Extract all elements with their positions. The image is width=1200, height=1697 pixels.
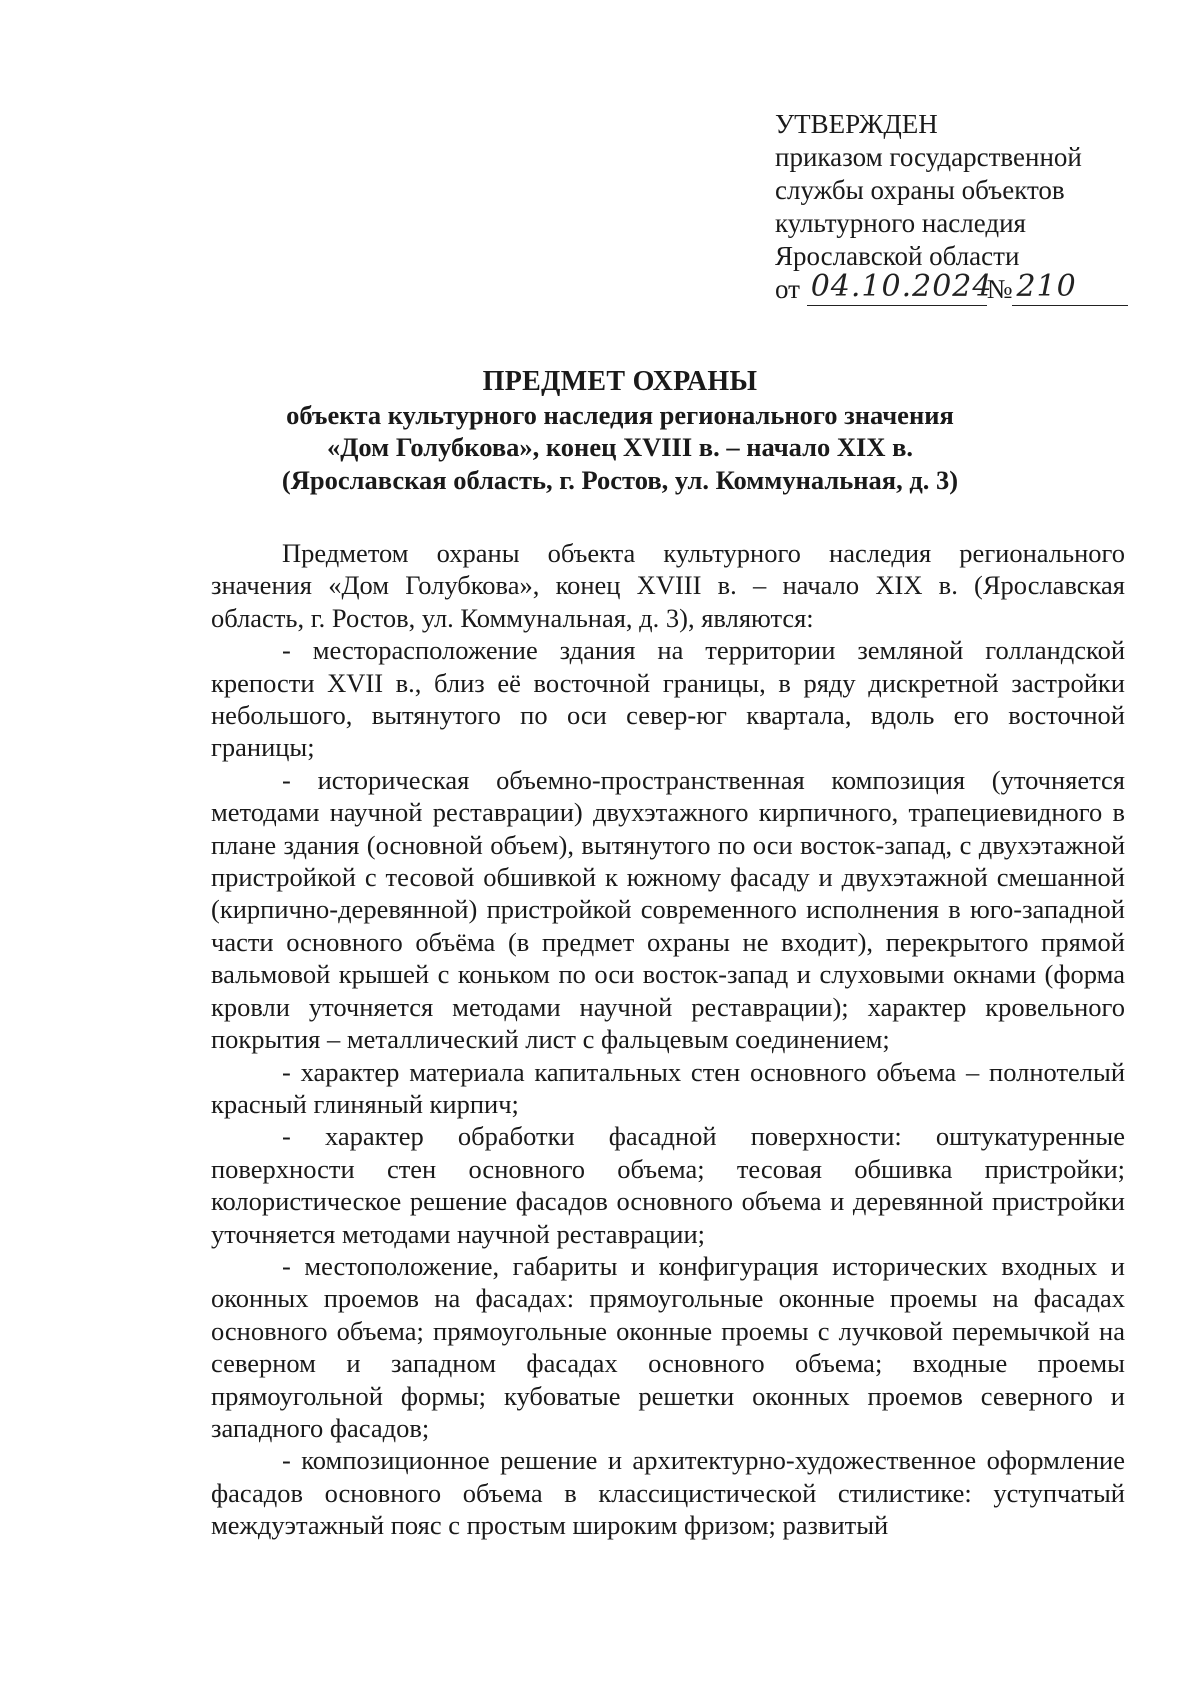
list-item: - композиционное решение и архитектурно-художественное оформление фасадов основного объема в классицистической стилистике: уступчатый междуэтажный пояс с простым широким фризом; развитый bbox=[211, 1445, 1125, 1541]
approval-date-row bbox=[775, 269, 1128, 306]
approval-heading: УТВЕРЖДЕН bbox=[775, 109, 938, 139]
title-main: ПРЕДМЕТ ОХРАНЫ bbox=[482, 366, 758, 397]
document-title bbox=[210, 366, 1030, 496]
approval-line: приказом государственной bbox=[775, 142, 1082, 172]
document-body bbox=[211, 537, 1125, 1542]
approval-line: службы охраны объектов bbox=[775, 175, 1065, 205]
list-item: - историческая объемно-пространственная композиция (уточняется методами научной реставрации) двухэтажного кирпичного, трапециевидного в плане здания (основной объем), вытянутого по оси восток-запад, с двухэтажной пристройкой с тесовой обшивкой к южному фасаду и двухэтажной смешанной (кирпично-деревянной) пристройкой современного исполнения в юго-западной части основного объёма (в предмет охраны не входит), перекрытого прямой вальмовой крышей с коньком по оси восток-запад и слуховыми окнами (форма кровли уточняется методами научной реставрации); характер кровельного покрытия – металлический лист с фальцевым соединением; bbox=[211, 764, 1125, 1055]
list-item: - характер обработки фасадной поверхности: оштукатуренные поверхности стен основного объема; тесовая обшивка пристройки; колористическое решение фасадов основного объема и деревянной пристройки уточняется методами научной реставрации; bbox=[211, 1121, 1125, 1249]
title-line: «Дом Голубкова», конец XVIII в. – начало XIX в. bbox=[326, 432, 914, 462]
approval-line: культурного наследия bbox=[775, 208, 1026, 238]
handwritten-date: 04.10.2024 bbox=[810, 269, 993, 304]
handwritten-number: 210 bbox=[1016, 269, 1077, 304]
title-line: объекта культурного наследия регионального значения bbox=[286, 399, 954, 430]
list-item: - характер материала капитальных стен основного объема – полнотелый красный глиняный кирпич; bbox=[211, 1056, 1125, 1119]
title-line: (Ярославская область, г. Ростов, ул. Коммунальная, д. 3) bbox=[281, 464, 959, 495]
number-label: № bbox=[986, 274, 1013, 304]
list-item: - месторасположение здания на территории земляной голландской крепости XVII в., близ её восточной границы, в ряду дискретной застройки небольшого, вытянутого по оси север-юг квартала, вдоль его восточной границы; bbox=[211, 635, 1125, 763]
approval-stamp-block bbox=[775, 108, 1128, 306]
approval-line: Ярославской области bbox=[775, 241, 1020, 271]
date-blank bbox=[807, 269, 993, 306]
from-label: от bbox=[775, 274, 800, 304]
list-item: - местоположение, габариты и конфигурация исторических входных и оконных проемов на фасадах: прямоугольные оконные проемы на фасадах основного объема; прямоугольные оконные проемы с лучковой перемычкой на северном и западном фасадах основного объема; входные проемы прямоугольной формы; кубоватые решетки оконных проемов северного и западного фасадов; bbox=[211, 1250, 1125, 1443]
number-blank bbox=[1012, 269, 1128, 306]
intro-paragraph: Предметом охраны объекта культурного наследия регионального значения «Дом Голубкова», конец XVIII в. – начало XIX в. (Ярославская область, г. Ростов, ул. Коммунальная, д. 3), являются: bbox=[211, 538, 1125, 633]
